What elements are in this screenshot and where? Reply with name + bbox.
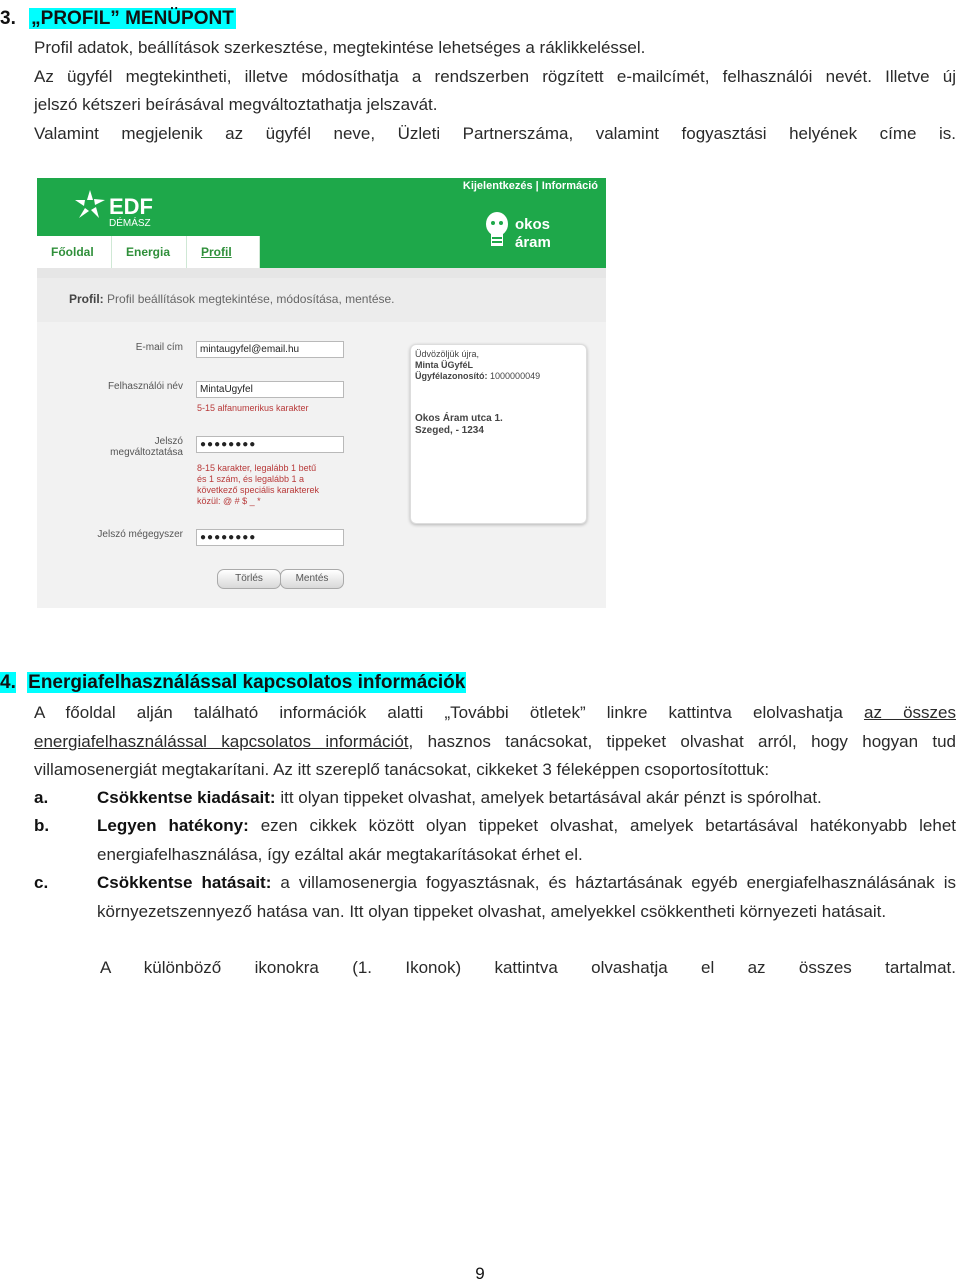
tab-label: Főoldal	[51, 245, 94, 259]
hint-line: következő speciális karakterek	[197, 485, 320, 495]
section-3-line-2: Az ügyfél megtekintheti, illetve módosíthatja a rendszerben rögzített e-mailcímét, felhasználói nevét. Illetve új	[34, 67, 956, 86]
password-field[interactable]: ●●●●●●●●	[196, 436, 344, 453]
section-number: 3.	[0, 8, 16, 29]
breadcrumb-text: Profil beállítások megtekintése, módosítása, mentése.	[107, 292, 395, 306]
customer-id-row	[415, 371, 540, 382]
breadcrumb	[69, 292, 395, 306]
email-label: E-mail cím	[135, 342, 183, 353]
tab-fooldal[interactable]	[37, 236, 112, 268]
item-body: ezen cikkek között olyan tippeket olvashat, amelyek betartásával hatékonyabb lehet energiafelhasználása, így ezáltal akár megtakarításokat érhet el.	[97, 816, 956, 864]
item-bold: Csökkentse kiadásait:	[97, 788, 276, 807]
password-label-line: Jelszó	[154, 436, 183, 447]
customer-info-card	[410, 344, 587, 524]
section-4-heading	[0, 670, 466, 696]
site-header	[37, 178, 606, 268]
section-4-p1-line-1	[34, 698, 956, 727]
email-field[interactable]: mintaugyfel@email.hu	[196, 341, 344, 358]
address-line-2: Szeged, - 1234	[415, 425, 484, 436]
section-3-heading	[0, 6, 236, 32]
item-c-text	[97, 868, 956, 926]
tab-energia[interactable]	[112, 236, 187, 268]
okos-word: okos	[515, 216, 551, 233]
tab-label: Profil	[201, 245, 232, 259]
item-b-letter: b.	[34, 816, 50, 835]
logo-text: EDF	[109, 194, 153, 219]
hint-line: és 1 szám, és legalább 1 a	[197, 474, 305, 484]
edf-logo-icon	[73, 188, 107, 220]
section-number: 4.	[0, 672, 16, 693]
address-line-1: Okos Áram utca 1.	[415, 413, 503, 424]
all-info-link[interactable]: az összes	[863, 703, 957, 722]
hint-line: közül: @ # $ _ *	[197, 496, 261, 506]
aram-word: áram	[515, 234, 551, 251]
tab-profil[interactable]	[187, 236, 260, 268]
item-a-letter: a.	[34, 788, 49, 807]
section-title: „PROFIL” MENÜPONT	[31, 8, 234, 29]
all-info-link-continued[interactable]: energiafelhasználással kapcsolatos információt	[34, 732, 409, 751]
password-label	[77, 436, 183, 458]
section-4-p1-line-2	[34, 727, 956, 756]
hint-line: 8-15 karakter, legalább 1 betű	[197, 463, 317, 473]
top-links[interactable]: Kijelentkezés | Információ	[462, 180, 598, 192]
password-again-field[interactable]: ●●●●●●●●	[196, 529, 344, 546]
profile-screenshot	[37, 178, 606, 608]
item-body: itt olyan tippeket olvashat, amelyek betartásával akár pénzt is spórolhat.	[275, 788, 822, 807]
item-body: a villamosenergia fogyasztásnak, és háztartásának egyéb energiafelhasználásának is környezetszennyező hatása van. Itt olyan tippeket olvashat, amelyekkel csökkentheti környezeti hatásait.	[97, 873, 956, 921]
item-a-text	[97, 783, 956, 812]
customer-name: Minta ÜGyféL	[415, 360, 474, 370]
item-b-text	[97, 811, 956, 869]
section-3-line-1: Profil adatok, beállítások szerkesztése, megtekintése lehetséges a ráklikkeléssel.	[34, 38, 646, 57]
lightbulb-mascot-icon	[482, 210, 512, 254]
username-field[interactable]: MintaUgyfel	[196, 381, 344, 398]
okos-aram-logo	[515, 216, 551, 252]
password-label-line: megváltoztatása	[110, 447, 183, 458]
closing-line: A különböző ikonokra (1. Ikonok) kattintva olvashatja el az összes tartalmat.	[100, 958, 956, 977]
customer-id-label: Ügyfélazonosító:	[415, 371, 488, 381]
tab-label: Energia	[126, 245, 171, 259]
section-title: Energiafelhasználással kapcsolatos információk	[28, 672, 466, 693]
item-bold: Legyen hatékony:	[97, 816, 249, 835]
delete-button[interactable]: Törlés	[217, 569, 281, 589]
item-c-letter: c.	[34, 873, 49, 892]
page-number: 9	[475, 1264, 485, 1283]
username-label: Felhasználói név	[107, 381, 183, 392]
save-button[interactable]: Mentés	[280, 569, 344, 589]
password-again-label: Jelszó mégegyszer	[97, 529, 183, 540]
username-hint: 5-15 alfanumerikus karakter	[197, 403, 309, 413]
section-4-p1-line-3: villamosenergiát megtakarítani. Az itt szereplő tanácsokat, cikkeket 3 féleképpen csoportosítottuk:	[34, 760, 770, 779]
section-3-line-4: Valamint megjelenik az ügyfél neve, Üzleti Partnerszáma, valamint fogyasztási helyének címe is.	[34, 124, 956, 143]
text-span: A főoldal alján található információk alatti „További ötletek” linkre kattintva elolvashatja	[34, 703, 843, 722]
password-hint	[197, 463, 319, 507]
customer-id-value: 1000000049	[490, 371, 541, 381]
section-3-line-3: jelszó kétszeri beírásával megváltoztathatja jelszavát.	[34, 95, 438, 114]
item-bold: Csökkentse hatásait:	[97, 873, 272, 892]
breadcrumb-label: Profil:	[69, 292, 104, 306]
welcome-text: Üdvözöljük újra,	[415, 349, 480, 359]
text-span: , hasznos tanácsokat, tippeket olvashat arról, hogy hogyan tud	[408, 732, 956, 751]
logo-subtitle: DÉMÁSZ	[109, 218, 151, 229]
